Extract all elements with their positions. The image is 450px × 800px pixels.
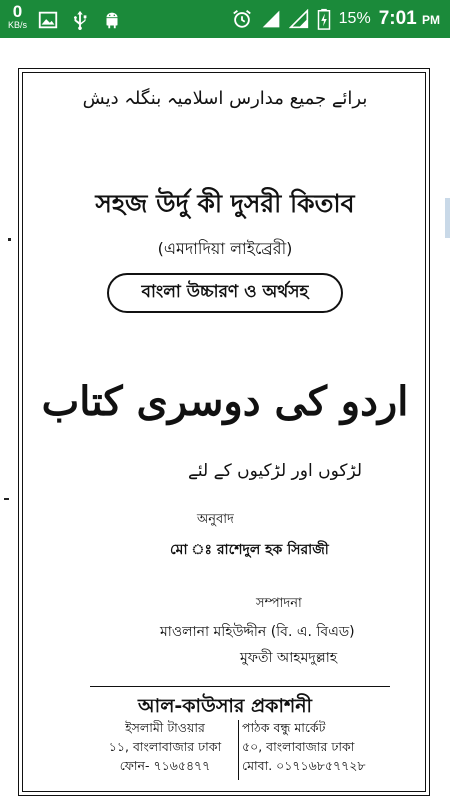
address-right [242, 718, 402, 775]
page-border-inner [22, 72, 426, 792]
signal-icon [261, 9, 281, 29]
book-title: সহজ উর্দু কী দুসরী কিতাব [95, 189, 355, 218]
address-divider [238, 720, 239, 780]
address-left-line: ১১, বাংলাবাজার ঢাকা [108, 739, 222, 754]
status-right [231, 8, 440, 30]
editing-label: সম্পাদনা [256, 596, 302, 611]
address-right-line: ৫০, বাংলাবাজার ঢাকা [242, 739, 355, 754]
publisher-name: আল-কাউসার প্রকাশনী [138, 695, 312, 717]
address-left [96, 718, 234, 775]
clock [379, 8, 440, 30]
data-speed-indicator [8, 3, 27, 30]
status-left [8, 3, 123, 31]
address-left-line: ইসলামী টাওয়ার [125, 720, 205, 735]
usb-icon [69, 9, 91, 31]
publisher-divider [90, 686, 390, 687]
data-speed-unit: KB/s [8, 20, 28, 30]
alarm-icon [231, 8, 253, 30]
pronunciation-badge: বাংলা উচ্চারণ ও অর্থসহ [107, 273, 343, 313]
battery-percent: 15% [338, 10, 371, 27]
signal-icon-2 [289, 9, 309, 29]
urdu-header-text: برائے جمیع مدارس اسلامیہ بنگلہ دیش [82, 88, 368, 109]
book-page-viewer[interactable] [0, 38, 450, 800]
page-edge-shadow [445, 198, 450, 238]
clock-time: 7:01 [378, 8, 417, 29]
library-name: (এমদাদিয়া লাইব্রেরী) [157, 239, 293, 258]
address-left-line: ফোন- ৭১৬৫৪৭৭ [119, 758, 211, 773]
scan-speck [4, 498, 9, 500]
urdu-subtitle: لڑکوں اور لڑکیوں کے لئے [187, 461, 363, 481]
translator-name: মো ঃ রাশেদুল হক সিরাজী [170, 542, 329, 558]
android-icon [101, 9, 123, 31]
data-speed-value: 0 [12, 2, 23, 21]
translation-label: অনুবাদ [197, 512, 234, 527]
editor-name-2: মুফতী আহমদুল্লাহ [240, 650, 338, 666]
status-bar [0, 0, 450, 38]
address-right-line: পাঠক বন্ধু মার্কেট [242, 720, 326, 735]
editor-name-1: মাওলানা মহিউদ্দীন (বি. এ. বিএড) [160, 624, 355, 640]
urdu-book-title: اردو کی دوسری کتاب [41, 378, 409, 425]
gallery-icon [37, 9, 59, 31]
battery-charging-icon [317, 8, 331, 30]
clock-ampm: PM [422, 13, 440, 27]
scan-speck [8, 238, 11, 241]
address-right-line: মোবা. ০১৭১৬৮৫৭৭২৮ [242, 758, 366, 773]
